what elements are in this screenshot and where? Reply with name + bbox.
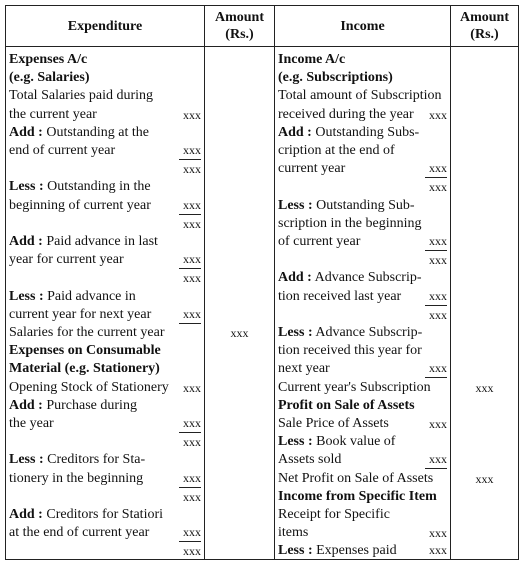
expenditure-line: [9, 288, 201, 306]
expenditure-line: [9, 160, 201, 178]
line-value: xxx: [183, 544, 201, 559]
income-amount-cell: [451, 47, 519, 560]
income-expenditure-table: [5, 5, 519, 560]
expenditure-line: [9, 142, 201, 160]
amount-header-label: Amount: [214, 10, 264, 25]
income-line: [278, 433, 447, 451]
line-text: Add : Paid advance in last: [9, 234, 158, 249]
line-text: of current year: [278, 234, 361, 249]
line-lead: Add :: [278, 270, 312, 286]
line-lead: Less :: [278, 434, 313, 450]
expenditure-line: [9, 269, 201, 287]
line-value: xxx: [179, 415, 201, 433]
expenditure-header: Expenditure: [6, 6, 205, 47]
expenditure-amount-cell: [205, 47, 275, 560]
line-value: xxx: [179, 306, 201, 324]
expenditure-line: [9, 324, 201, 342]
line-text: current year for next year: [9, 306, 152, 322]
amount-header-currency: (Rs.): [225, 27, 254, 42]
line-lead: Less :: [9, 179, 44, 195]
line-value: xxx: [183, 489, 201, 504]
income-amounts: [451, 47, 518, 559]
income-line: [278, 506, 447, 524]
expenditure-line: [9, 415, 201, 433]
expenditure-amount-header: [205, 6, 275, 47]
amount-value: xxx: [475, 380, 494, 395]
expenditure-line: [9, 379, 201, 397]
line-text: Material (e.g. Stationery): [9, 361, 160, 377]
line-text: Sale Price of Assets: [278, 416, 389, 431]
line-value: xxx: [429, 417, 447, 431]
income-line: [278, 87, 447, 105]
line-text: tionery in the beginning: [9, 470, 144, 486]
line-text: next year: [278, 361, 330, 377]
income-line: [278, 488, 447, 506]
expenditure-line: [9, 433, 201, 451]
line-value: xxx: [429, 307, 447, 322]
line-lead: Add :: [9, 507, 43, 522]
income-amount-header: [451, 6, 519, 47]
line-value: xxx: [183, 107, 201, 122]
line-value: xxx: [183, 162, 201, 177]
expenditure-line: [9, 470, 201, 488]
income-line: [278, 542, 447, 560]
income-line: [278, 178, 447, 196]
line-text: the year: [9, 416, 54, 431]
line-value: xxx: [183, 216, 201, 231]
line-text: Expenses A/c: [9, 52, 88, 67]
line-text: Add : Purchase during: [9, 397, 137, 413]
line-text: Income A/c: [278, 52, 346, 67]
expenditure-line: [9, 106, 201, 124]
line-text: Total amount of Subscription: [278, 88, 442, 104]
line-text: Add : Creditors for Statiori: [9, 507, 164, 522]
line-value: xxx: [183, 271, 201, 286]
line-value: xxx: [429, 526, 447, 541]
income-cell: [275, 47, 451, 560]
line-value: xxx: [425, 542, 447, 560]
line-value: xxx: [425, 360, 447, 378]
income-line: [278, 524, 447, 542]
income-line: [278, 451, 447, 469]
amount-header-currency: (Rs.): [470, 27, 499, 42]
line-lead: Less :: [278, 325, 313, 340]
amount-value: xxx: [230, 326, 249, 340]
line-text: Net Profit on Sale of Assets: [278, 470, 434, 486]
line-text: Less : Advance Subscrip-: [278, 325, 423, 340]
expenditure-line: [9, 69, 201, 87]
line-value: xxx: [425, 160, 447, 178]
line-value: xxx: [179, 251, 201, 269]
expenditure-line: [9, 197, 201, 215]
expenditure-line: [9, 542, 201, 560]
line-text: at the end of current year: [9, 525, 150, 541]
line-value: xxx: [183, 380, 201, 395]
income-line: [278, 69, 447, 87]
line-lead: Add :: [9, 234, 43, 249]
line-text: end of current year: [9, 143, 116, 158]
income-line: [278, 269, 447, 287]
income-line: [278, 415, 447, 433]
income-line: [278, 379, 447, 397]
line-value: xxx: [429, 253, 447, 268]
line-text: Receipt for Specific: [278, 507, 390, 522]
income-line: [278, 160, 447, 178]
line-text: Add : Outstanding at the: [9, 124, 150, 140]
line-text: received during the year: [278, 106, 414, 122]
income-line: [278, 233, 447, 251]
line-text: Less : Outstanding Sub-: [278, 197, 415, 213]
income-line: [278, 306, 447, 324]
line-text: Less : Expenses paid: [278, 543, 397, 559]
line-value: xxx: [179, 524, 201, 542]
amount-header-label: Amount: [459, 10, 509, 25]
line-lead: Add :: [278, 124, 312, 140]
line-value: xxx: [179, 197, 201, 215]
line-text: Less : Book value of: [278, 434, 396, 450]
expenditure-line: [9, 51, 201, 69]
line-text: items: [278, 525, 309, 541]
expenditure-cell: [6, 47, 205, 560]
expenditure-line: [9, 360, 201, 378]
expenditure-line: [9, 524, 201, 542]
line-lead: Less :: [9, 288, 44, 304]
line-value: xxx: [425, 233, 447, 251]
income-line: [278, 197, 447, 215]
line-text: scription in the beginning: [278, 215, 422, 231]
expenditure-line: [9, 397, 201, 415]
line-text: cription at the end of: [278, 143, 395, 158]
line-value: xxx: [425, 288, 447, 306]
line-lead: Less :: [278, 197, 313, 213]
line-value: xxx: [179, 470, 201, 488]
expenditure-line: [9, 124, 201, 142]
header-row: [6, 6, 519, 47]
income-line: [278, 397, 447, 415]
line-text: year for current year: [9, 252, 124, 268]
expenditure-line: [9, 306, 201, 324]
line-text: Total Salaries paid during: [9, 88, 154, 104]
line-value: xxx: [429, 180, 447, 195]
line-text: Less : Paid advance in: [9, 288, 136, 304]
line-text: Income from Specific Item: [278, 488, 437, 504]
line-text: Opening Stock of Stationery: [9, 379, 169, 395]
income-header: Income: [275, 6, 451, 47]
line-text: Profit on Sale of Assets: [278, 397, 415, 413]
expenditure-line: [9, 178, 201, 196]
income-line: [278, 470, 447, 488]
expenditure-line: [9, 342, 201, 360]
expenditure-line: [9, 87, 201, 105]
line-lead: Less :: [9, 452, 44, 468]
income-line: [278, 324, 447, 342]
income-line: [278, 215, 447, 233]
line-text: Current year's Subscription: [278, 379, 431, 395]
line-text: current year: [278, 161, 346, 177]
line-text: Assets sold: [278, 452, 342, 468]
line-text: Less : Creditors for Sta-: [9, 452, 146, 468]
line-text: tion received last year: [278, 288, 402, 304]
income-line: [278, 288, 447, 306]
expenditure-line: [9, 215, 201, 233]
line-text: (e.g. Salaries): [9, 70, 90, 86]
expenditure-line: [9, 488, 201, 506]
line-lead: Add :: [9, 397, 43, 413]
body-row: [6, 47, 519, 560]
expenditure-amounts: [205, 47, 274, 559]
line-value: xxx: [183, 435, 201, 450]
line-text: tion received this year for: [278, 343, 422, 359]
income-line: [278, 142, 447, 160]
expenditure-line: [9, 506, 201, 524]
line-text: (e.g. Subscriptions): [278, 70, 393, 86]
line-value: xxx: [179, 142, 201, 160]
line-text: the current year: [9, 106, 97, 122]
line-text: Add : Advance Subscrip-: [278, 270, 422, 286]
line-value: xxx: [425, 451, 447, 469]
expenditure-line: [9, 233, 201, 251]
income-lines: [275, 47, 450, 559]
line-text: Add : Outstanding Subs-: [278, 124, 420, 140]
expenditure-line: [9, 451, 201, 469]
income-line: [278, 106, 447, 124]
income-line: [278, 51, 447, 69]
amount-value: xxx: [475, 471, 494, 486]
expenditure-lines: [6, 47, 204, 559]
line-lead: Less :: [278, 543, 313, 559]
income-line: [278, 124, 447, 142]
line-text: beginning of current year: [9, 197, 151, 213]
expenditure-line: [9, 251, 201, 269]
income-line: [278, 360, 447, 378]
income-line: [278, 251, 447, 269]
income-line: [278, 342, 447, 360]
line-text: Salaries for the current year: [9, 325, 165, 340]
line-lead: Add :: [9, 124, 43, 140]
line-text: Less : Outstanding in the: [9, 179, 151, 195]
line-text: Expenses on Consumable: [9, 343, 161, 359]
line-value: xxx: [429, 107, 447, 122]
